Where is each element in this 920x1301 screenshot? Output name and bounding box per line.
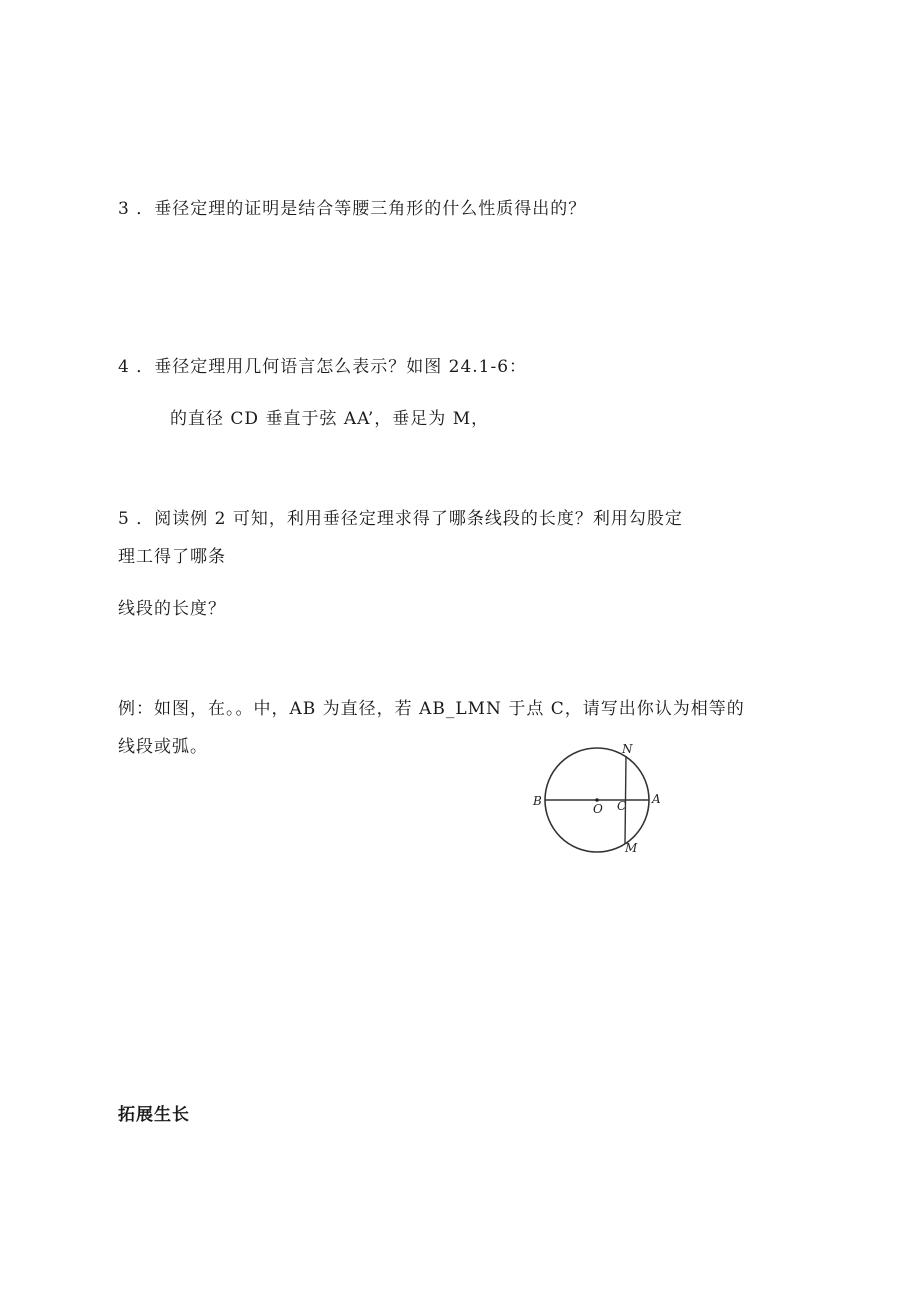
label-n: N <box>622 742 633 756</box>
label-a: A <box>652 792 661 806</box>
label-c: C <box>617 799 627 813</box>
circle-diagram <box>528 738 678 858</box>
question-4: 4 ．垂径定理用几何语言怎么表示？如图 24.1-6： <box>118 357 528 377</box>
label-o: O <box>593 802 603 816</box>
question-3: 3 ．垂径定理的证明是结合等腰三角形的什么性质得出的？ <box>118 199 587 219</box>
question-5-line-3: 线段的长度？ <box>118 599 226 619</box>
example-line-2: 线段或弧。 <box>118 737 208 757</box>
question-5-line-1: 5 ．阅读例 2 可知，利用垂径定理求得了哪条线段的长度？利用勾股定 <box>118 509 683 529</box>
example-line-1: 例：如图，在。。中，AB 为直径，若 AB_LMN 于点 C，请写出你认为相等的 <box>118 699 745 719</box>
question-5-line-2: 理工得了哪条 <box>118 547 226 567</box>
label-b: B <box>533 794 542 808</box>
question-4-detail: 的直径 CD 垂直于弦 AA’，垂足为 M， <box>170 409 490 429</box>
section-title: 拓展生长 <box>118 1105 190 1125</box>
label-m: M <box>625 841 638 855</box>
